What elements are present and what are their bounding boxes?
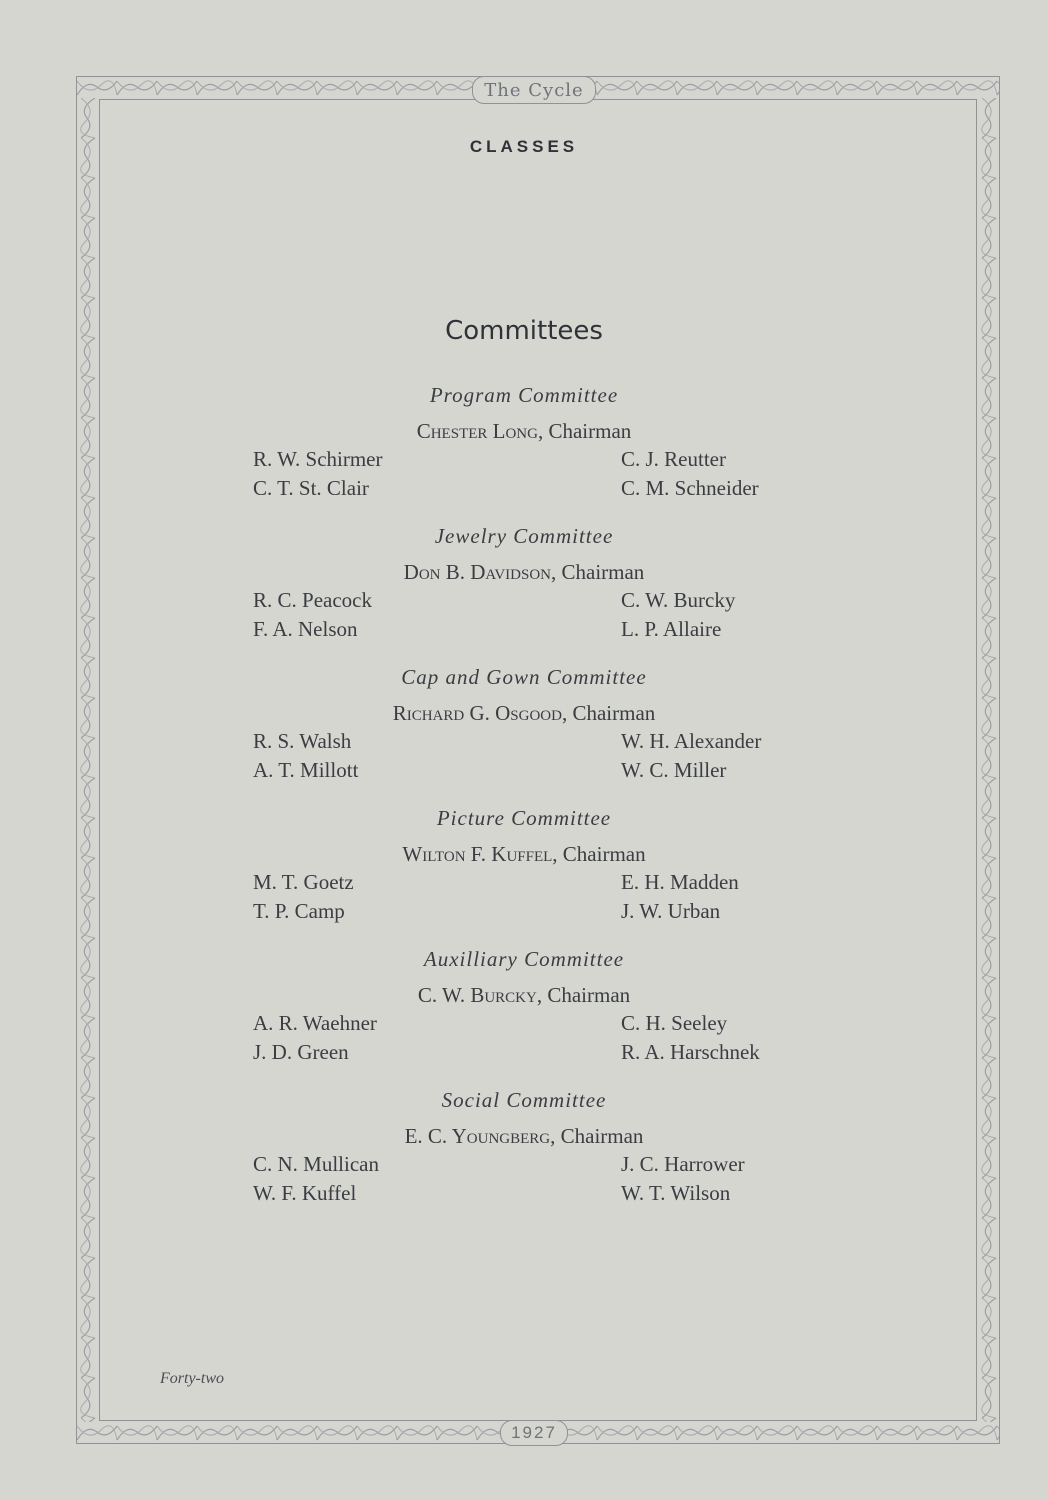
chairman-suffix: , Chairman	[561, 701, 656, 725]
chairman-name: E. C. Youngberg	[404, 1124, 551, 1148]
member-list	[0, 1009, 1048, 1067]
committee-name: Auxilliary Committee	[423, 947, 625, 971]
committee-chairman	[0, 699, 1048, 727]
committee-name: Jewelry Committee	[434, 524, 614, 548]
member-list	[0, 727, 1048, 785]
committee-program	[0, 381, 1048, 503]
banner-cartouche: The Cycle	[472, 76, 596, 104]
committee-picture	[0, 804, 1048, 926]
member-list	[0, 1150, 1048, 1208]
committee-name: Social Committee	[441, 1088, 607, 1112]
page-title: Committees	[445, 316, 603, 346]
committee-auxilliary	[0, 945, 1048, 1067]
member-list	[0, 445, 1048, 503]
member-name: W. H. Alexander	[621, 729, 762, 753]
member-name: J. D. Green	[253, 1040, 349, 1064]
member-name: W. T. Wilson	[621, 1181, 731, 1205]
member-name: C. N. Mullican	[253, 1152, 379, 1176]
committee-name: Cap and Gown Committee	[401, 665, 647, 689]
member-name: L. P. Allaire	[621, 617, 722, 641]
committee-chairman	[0, 417, 1048, 445]
member-name: C. J. Reutter	[621, 447, 726, 471]
chairman-name: Don B. Davidson	[403, 560, 551, 584]
member-name: J. W. Urban	[621, 899, 721, 923]
member-list	[0, 868, 1048, 926]
year-cartouche: 1927	[500, 1420, 568, 1446]
member-list	[0, 586, 1048, 644]
committee-cap-and-gown	[0, 663, 1048, 785]
member-name: C. T. St. Clair	[253, 476, 369, 500]
section-label: CLASSES	[469, 137, 579, 156]
chairman-name: C. W. Burcky	[417, 983, 537, 1007]
committee-chairman	[0, 558, 1048, 586]
member-name: M. T. Goetz	[253, 870, 354, 894]
chairman-name: Wilton F. Kuffel	[402, 842, 553, 866]
committee-chairman	[0, 840, 1048, 868]
member-name: W. C. Miller	[621, 758, 727, 782]
member-name: C. M. Schneider	[621, 476, 759, 500]
member-name: C. W. Burcky	[621, 588, 736, 612]
member-name: W. F. Kuffel	[253, 1181, 357, 1205]
member-name: E. H. Madden	[621, 870, 739, 894]
member-name: J. C. Harrower	[621, 1152, 745, 1176]
member-name: R. W. Schirmer	[253, 447, 383, 471]
committee-jewelry	[0, 522, 1048, 644]
chairman-suffix: , Chairman	[550, 1124, 644, 1148]
member-name: T. P. Camp	[253, 899, 345, 923]
member-name: C. H. Seeley	[621, 1011, 728, 1035]
chairman-suffix: , Chairman	[537, 419, 632, 443]
member-name: R. S. Walsh	[253, 729, 352, 753]
member-name: R. A. Harschnek	[621, 1040, 760, 1064]
chairman-name: Richard G. Osgood	[392, 701, 562, 725]
member-name: A. R. Waehner	[253, 1011, 377, 1035]
committee-chairman	[0, 981, 1048, 1009]
chairman-suffix: , Chairman	[536, 983, 631, 1007]
page-number: Forty-two	[160, 1370, 224, 1387]
member-name: A. T. Millott	[253, 758, 359, 782]
committee-chairman	[0, 1122, 1048, 1150]
member-name: R. C. Peacock	[253, 588, 372, 612]
committee-name: Picture Committee	[436, 806, 612, 830]
member-name: F. A. Nelson	[253, 617, 358, 641]
committee-social	[0, 1086, 1048, 1208]
committee-name: Program Committee	[429, 383, 619, 407]
chairman-suffix: , Chairman	[551, 560, 645, 584]
chairman-suffix: , Chairman	[552, 842, 646, 866]
chairman-name: Chester Long	[416, 419, 538, 443]
